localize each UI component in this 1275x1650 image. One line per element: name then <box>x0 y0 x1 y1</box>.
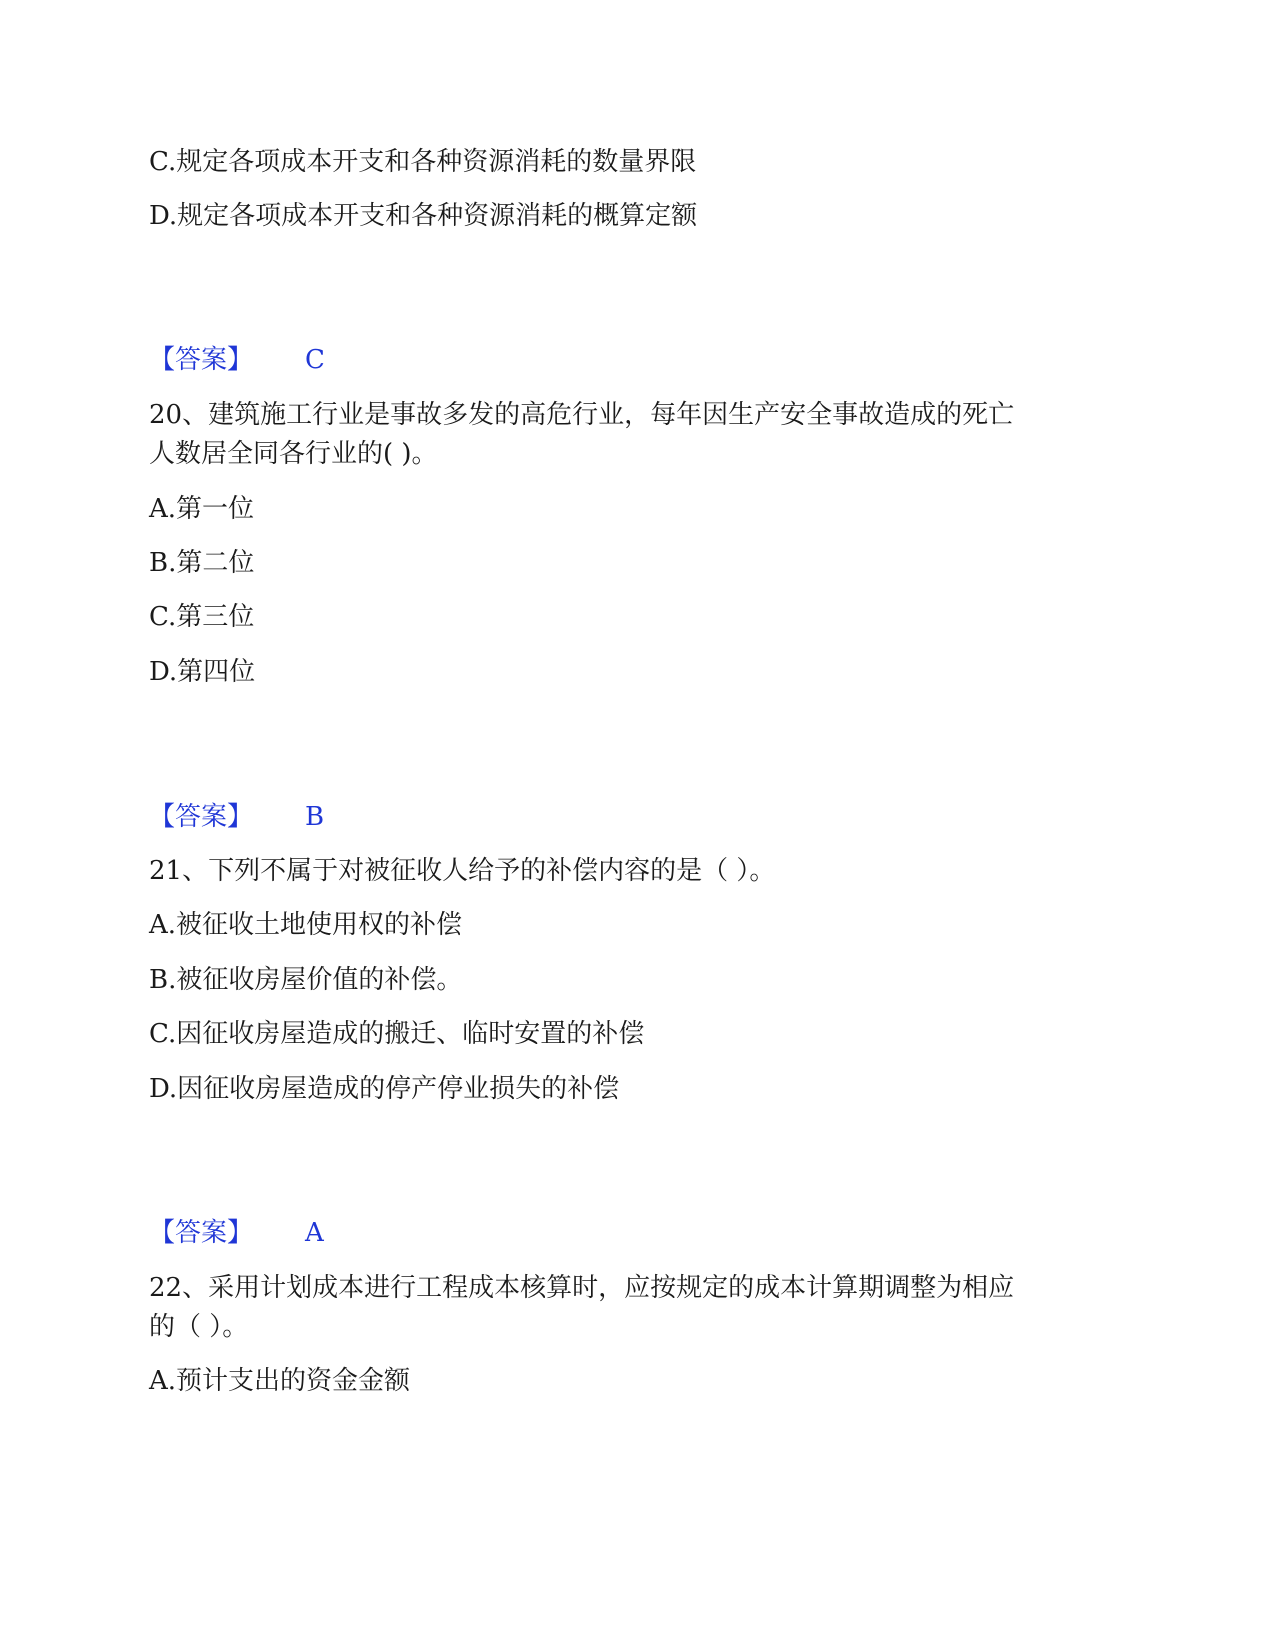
q19-option-d: D.规定各项成本开支和各种资源消耗的概算定额 <box>149 201 698 231</box>
answer-label: 【答案】 <box>149 345 254 375</box>
q20-option-c: C.第三位 <box>149 602 255 632</box>
answer-label: 【答案】 <box>149 1218 254 1248</box>
q20-answer <box>149 800 324 834</box>
q20-option-d: D.第四位 <box>149 657 256 687</box>
answer-label: 【答案】 <box>149 802 254 832</box>
q21-option-c: C.因征收房屋造成的搬迁、临时安置的补偿 <box>149 1019 645 1049</box>
q22-stem-line1: 22、采用计划成本进行工程成本核算时，应按规定的成本计算期调整为相应 <box>149 1273 1015 1303</box>
q21-answer <box>149 1216 324 1250</box>
q21-stem: 21、下列不属于对被征收人给予的补偿内容的是（ ）。 <box>149 856 776 886</box>
q19-option-c: C.规定各项成本开支和各种资源消耗的数量界限 <box>149 147 697 177</box>
q20-stem-line1: 20、建筑施工行业是事故多发的高危行业，每年因生产安全事故造成的死亡 <box>149 400 1015 430</box>
answer-value: A <box>305 1218 324 1248</box>
q20-option-b: B.第二位 <box>149 548 255 578</box>
answer-value: C <box>305 345 325 375</box>
q21-option-a: A.被征收土地使用权的补偿 <box>149 910 463 940</box>
q22-option-a: A.预计支出的资金金额 <box>149 1366 411 1396</box>
q19-answer <box>149 343 325 377</box>
answer-value: B <box>305 802 325 832</box>
q20-option-a: A.第一位 <box>149 494 255 524</box>
q22-stem-line2: 的（ ）。 <box>149 1312 249 1342</box>
q21-option-b: B.被征收房屋价值的补偿。 <box>149 965 463 995</box>
q21-option-d: D.因征收房屋造成的停产停业损失的补偿 <box>149 1074 620 1104</box>
q20-stem-line2: 人数居全同各行业的( )。 <box>149 439 438 469</box>
